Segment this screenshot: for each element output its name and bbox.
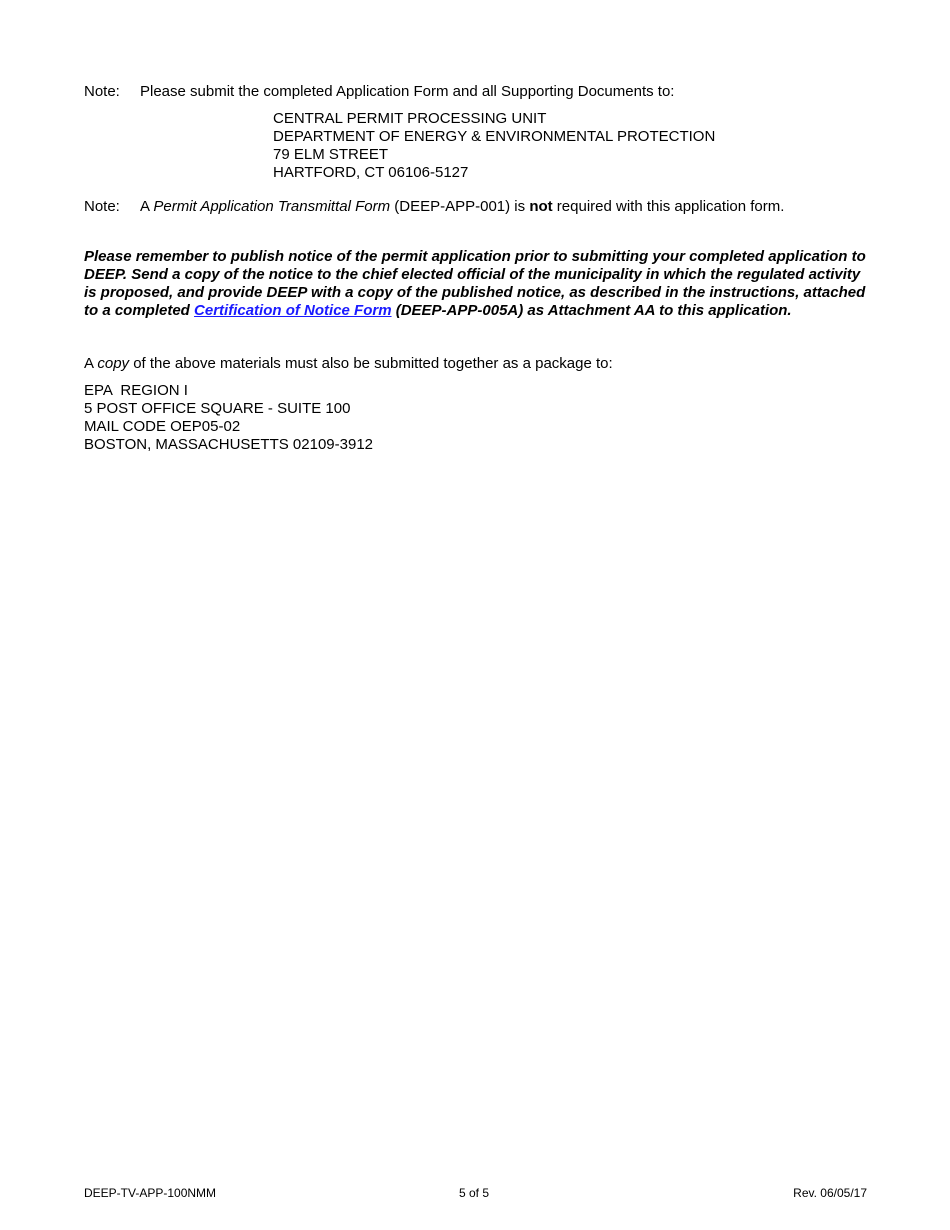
copy-prefix: A (84, 355, 98, 372)
reminder-text: Please remember to publish notice of the permit application prior to submitting your completed application to DEEP. Send a copy of the notice to the chief elected official of the municipality in which the regulated activity is proposed, and provide DEEP with a copy of the published notice, as described in the instructions, attached to a completed (84, 248, 866, 319)
epa-mailing-address (84, 382, 373, 454)
note-text: Please submit the completed Application Form and all Supporting Documents to: (140, 83, 675, 100)
address-line: 5 POST OFFICE SQUARE - SUITE 100 (84, 400, 351, 417)
submission-note (84, 83, 674, 101)
copy-emphasis: copy (97, 355, 130, 372)
deep-mailing-address (273, 110, 715, 182)
footer-page-number: 5 of 5 (459, 1186, 490, 1200)
address-line: MAIL CODE OEP05-02 (84, 418, 241, 435)
note-label: Note: (84, 198, 120, 215)
reminder-text-end: (DEEP-APP-005A) as Attachment AA to this application. (391, 302, 792, 319)
address-line: EPA REGION I (84, 382, 188, 399)
address-line: DEPARTMENT OF ENERGY & ENVIRONMENTAL PROTECTION (273, 128, 716, 145)
footer-revision: Rev. 06/05/17 (793, 1186, 867, 1200)
not-emphasis: not (529, 198, 553, 215)
publish-notice-reminder (84, 248, 870, 320)
note-suffix: required with this application form. (552, 198, 785, 215)
address-line: HARTFORD, CT 06106-5127 (273, 164, 469, 181)
address-line: BOSTON, MASSACHUSETTS 02109-3912 (84, 436, 373, 453)
certification-of-notice-form-link[interactable]: Certification of Notice Form (194, 302, 392, 319)
transmittal-form-name: Permit Application Transmittal Form (153, 198, 391, 215)
copy-instruction (84, 355, 613, 373)
transmittal-form-note (84, 198, 784, 216)
address-line: CENTRAL PERMIT PROCESSING UNIT (273, 110, 547, 127)
copy-suffix: of the above materials must also be submitted together as a package to: (129, 355, 613, 372)
footer-form-id: DEEP-TV-APP-100NMM (84, 1186, 217, 1200)
address-line: 79 ELM STREET (273, 146, 389, 163)
note-label: Note: (84, 83, 120, 100)
note-prefix: A (140, 198, 154, 215)
transmittal-form-code: (DEEP-APP-001) is (390, 198, 530, 215)
